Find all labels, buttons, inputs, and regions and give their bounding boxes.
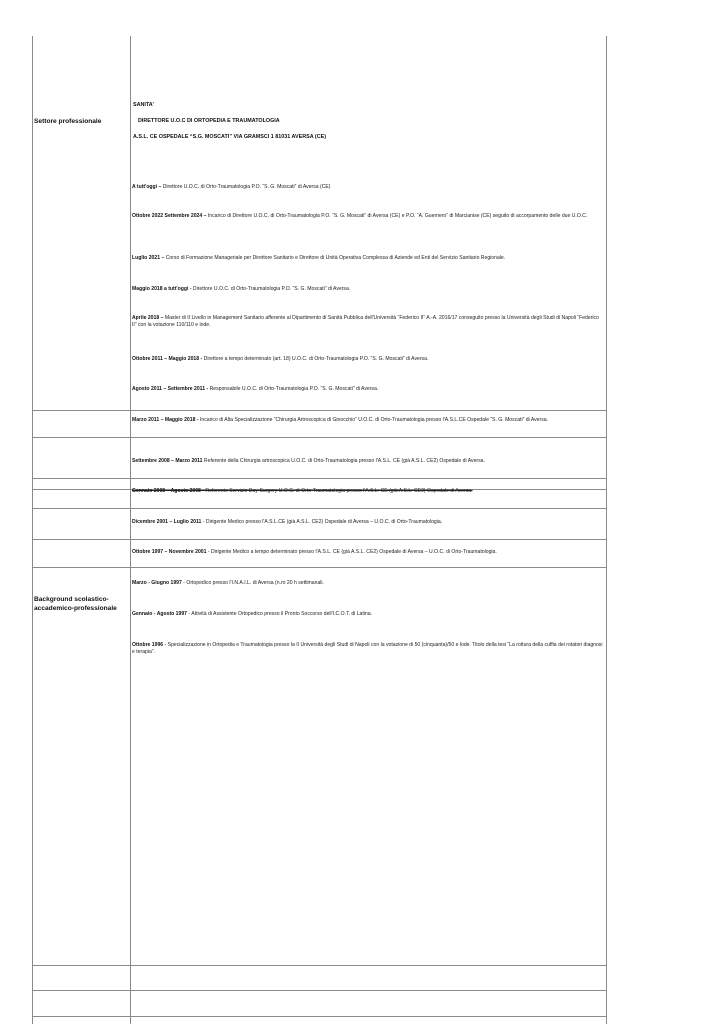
experience-entry: Luglio 2021 – Corso di Formazione Manageriale per Direttore Sanitario e Direttore di Unità Operativa Complessa di Aziende ed Enti del Servizio Sanitario Regionale.	[132, 255, 506, 261]
table-column-divider	[130, 36, 131, 1024]
row-divider	[32, 1016, 607, 1017]
row-divider	[32, 539, 607, 540]
experience-entry: Marzo 2011 – Maggio 2018 - Incarico di Alta Specializzazione “Chirurgia Artroscopica di Ginocchio” U.O.C. di Orto-Traumatologia presso l'A.S.L.CE Ospedale “S. G. Moscati” di Aversa.	[132, 417, 549, 423]
row-divider	[32, 990, 607, 991]
row-divider	[32, 437, 607, 438]
experience-entry: Settembre 2008 – Marzo 2011 Referente della Chirurgia artroscopica U.O.C. di Orto-Traumatologia presso l'A.S.L. CE (già A.S.L. CE2) Ospedale di Aversa.	[132, 458, 485, 464]
row-divider	[32, 965, 607, 966]
experience-entry: Aprile 2018 – Master di II Livello in Management Sanitario afferente al Dipartimento di Sanità Pubblica dell'Università “Federico II” A.-A. 2016/17 conseguito presso la Università degli Studi di Napoli “Federico II” con la votazione 110/110 e lode.	[132, 315, 599, 329]
table-border-left	[32, 36, 33, 1024]
row-divider	[32, 410, 607, 411]
experience-entry: Ottobre 2022 Settembre 2024 – Incarico di Direttore U.O.C. di Orto-Traumatologia P.O. “S. G. Moscati” di Aversa (CE) e P.O. “A. Guerriero” di Marcianise (CE) seguito di accorpamento delle due U.O.C.	[132, 213, 588, 219]
row-divider	[32, 508, 607, 509]
experience-entry-struck: Gennaio 2008 – Agosto 2008 - Referente Servizio Day-Surgery U.O.C. di Orto-Traumatologia presso l'A.S.L. CE (già A.S.L. CE2) Ospedale di Aversa.	[132, 488, 473, 494]
education-entry: Gennaio - Agosto 1997 - Attività di Assistente Ortopedico presso il Pronto Soccorso dell'I.C.O.T. di Latina.	[132, 611, 373, 617]
experience-entry: Ottobre 1997 – Novembre 2001 - Dirigente Medico a tempo determinato presso l'A.S.L. CE (già A.S.L. CE2) Ospedale di Aversa – U.O.C. di Orto-Traumatologia.	[132, 549, 497, 555]
table-border-right	[606, 36, 607, 1024]
row-divider	[32, 478, 607, 479]
section-label-professional-sector: Settore professionale	[34, 118, 102, 125]
experience-entry: Ottobre 2011 – Maggio 2018 - Direttore a tempo determinato (art. 18) U.O.C. di Orto-Traumatologia P.O. “S. G. Moscati” di Aversa.	[132, 356, 429, 362]
section-label-education: Background scolastico-accademico-professionale	[34, 596, 117, 612]
education-entry: Ottobre 1996 - Specializzazione in Ortopedia e Traumatologia presso la II Università degli Studi di Napoli con la votazione di 50 (cinquanta)/50 e lode. Titolo della tesi “La rottura della cuffia dei rotatori diagnosi e terapia”.	[132, 642, 603, 656]
sector-role: DIRETTORE U.O.C DI ORTOPEDIA E TRAUMATOLOGIA	[138, 118, 280, 124]
row-divider	[32, 567, 607, 568]
experience-entry: Agosto 2011 – Settembre 2011 - Responsabile U.O.C. di Orto-Traumatologia P.O. “S. G. Moscati” di Aversa.	[132, 386, 379, 392]
experience-entry: Maggio 2018 a tutt'oggi - Direttore U.O.C. di Orto-Traumatologia P.O. “S. G. Moscati” di Aversa.	[132, 286, 351, 292]
experience-entry: A tutt'oggi – Direttore U.O.C. di Orto-Traumatologia P.O. “S. G. Moscati” di Aversa (CE)	[132, 184, 331, 190]
experience-entry: Dicembre 2001 – Luglio 2011 - Dirigente Medico presso l'A.S.L.CE (già A.S.L. CE2) Ospedale di Aversa – U.O.C. di Orto-Traumatologia.	[132, 519, 443, 525]
sector-employer: A.S.L. CE OSPEDALE “S.G. MOSCATI” VIA GRAMSCI 1 81031 AVERSA (CE)	[133, 134, 326, 140]
education-entry: Marzo - Giugno 1997 - Ortopedico presso l'I.N.A.I.L. di Aversa (n.ro 20 h settimanali.	[132, 580, 324, 586]
sector-field: SANITA'	[133, 102, 154, 108]
